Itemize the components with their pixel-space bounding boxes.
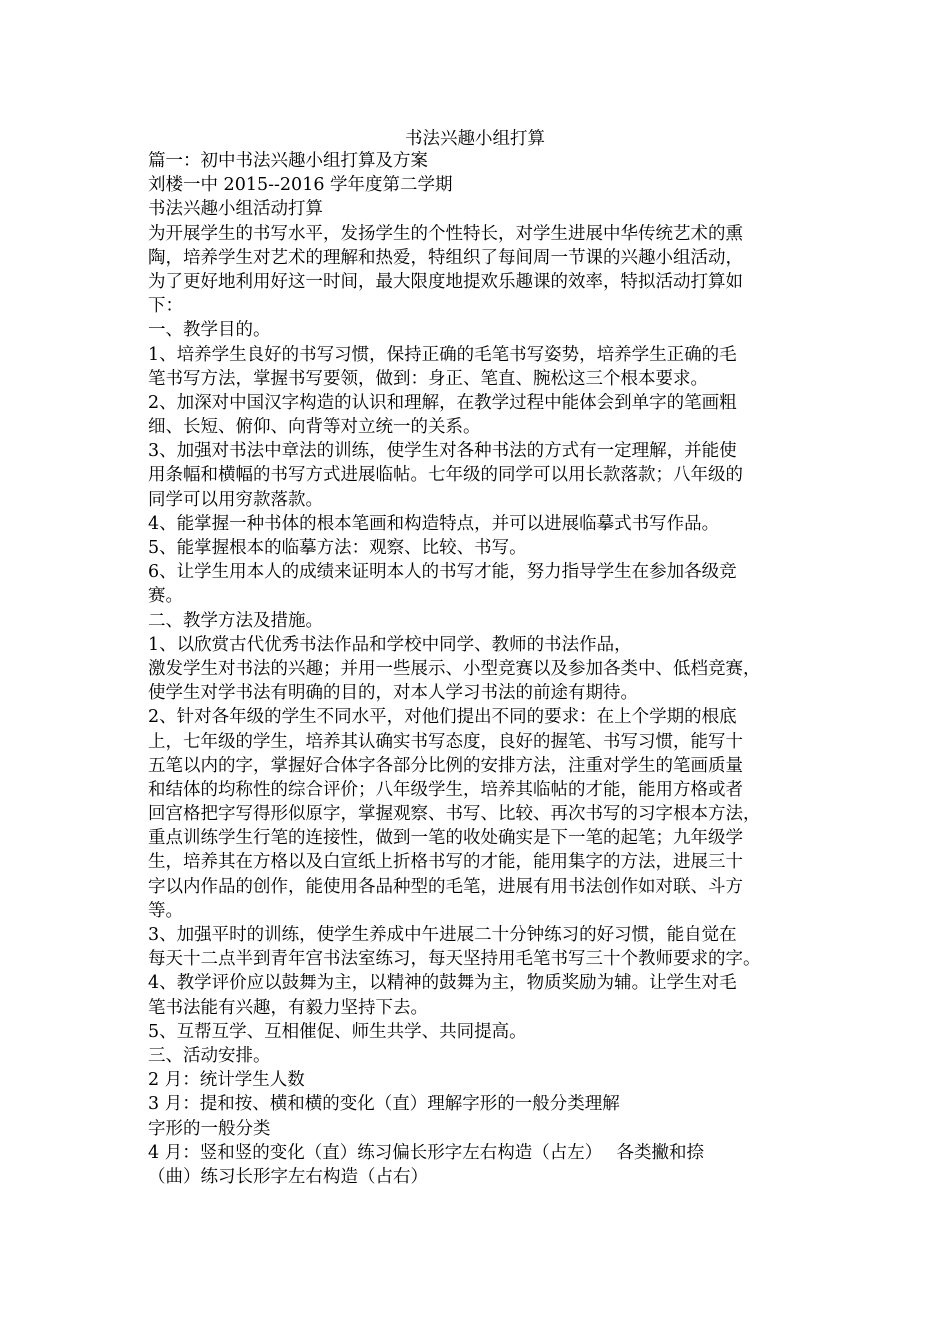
document-body <box>148 149 818 1189</box>
text-line: 4、教学评价应以鼓舞为主，以精神的鼓舞为主，物质奖励为辅。让学生对毛 <box>148 973 737 994</box>
text-line: 字以内作品的创作，能使用各品种型的毛笔，进展有用书法创作如对联、斗方 <box>148 876 743 897</box>
text-line: 2、加深对中国汉字构造的认识和理解，在教学过程中能体会到单字的笔画粗 <box>148 392 737 413</box>
document-title: 书法兴趣小组打算 <box>405 129 545 149</box>
text-line: （曲）练习长形字左右构造（占右） <box>148 1166 428 1187</box>
text-line: 上，七年级的学生，培养其认确实书写态度，良好的握笔、书写习惯，能写十 <box>148 731 743 752</box>
text-line: 3、加强平时的训练，使学生养成中午进展二十分钟练习的好习惯，能自觉在 <box>148 925 737 945</box>
text-line: 激发学生对书法的兴趣；并用一些展示、小型竞赛以及参加各类中、低档竞赛， <box>148 658 761 679</box>
text-line: 5、互帮互学、互相催促、师生共学、共同提高。 <box>148 1021 527 1042</box>
text-line: 4 月：竖和竖的变化（直）练习偏长形字左右构造（占左） 各类撇和捺 <box>148 1142 705 1163</box>
text-line: 生，培养其在方格以及白宣纸上折格书写的才能，能用集字的方法，进展三十 <box>148 852 743 873</box>
text-line: 一、教学目的。 <box>148 320 271 341</box>
text-line: 笔书写方法，掌握书写要领，做到：身正、笔直、腕松这三个根本要求。 <box>148 368 708 389</box>
text-line: 篇一：初中书法兴趣小组打算及方案 <box>148 151 428 171</box>
text-line: 为了更好地利用好这一时间，最大限度地提欢乐趣课的效率，特拟活动打算如 <box>148 271 743 292</box>
text-line: 二、教学方法及措施。 <box>148 610 323 631</box>
text-line: 3 月：提和按、横和横的变化（直）理解字形的一般分类理解 <box>148 1094 620 1115</box>
text-line: 重点训练学生行笔的连接性，做到一笔的收处确实是下一笔的起笔；九年级学 <box>148 828 743 849</box>
text-line: 和结体的均称性的综合评价；八年级学生，培养其临帖的才能，能用方格或者 <box>148 779 743 800</box>
text-line: 书法兴趣小组活动打算 <box>148 199 323 220</box>
text-line: 五笔以内的字，掌握好合体字各部分比例的安排方法，注重对学生的笔画质量 <box>148 755 743 776</box>
text-line: 等。 <box>148 900 183 921</box>
text-line: 回宫格把字写得形似原字，掌握观察、书写、比较、再次书写的习字根本方法， <box>148 804 761 825</box>
text-line: 下： <box>148 296 183 317</box>
text-line: 细、长短、俯仰、向背等对立统一的关系。 <box>148 417 481 438</box>
text-line: 5、能掌握根本的临摹方法：观察、比较、书写。 <box>148 538 527 558</box>
text-line: 字形的一般分类 <box>148 1118 271 1139</box>
text-line: 为开展学生的书写水平，发扬学生的个性特长，对学生进展中华传统艺术的熏 <box>148 223 743 244</box>
text-line: 使学生对学书法有明确的目的，对本人学习书法的前途有期待。 <box>148 683 638 704</box>
text-line: 3、加强对书法中章法的训练，使学生对各种书法的方式有一定理解，并能使 <box>148 441 737 462</box>
text-line: 1、培养学生良好的书写习惯，保持正确的毛笔书写姿势，培养学生正确的毛 <box>148 344 737 365</box>
text-line: 2、针对各年级的学生不同水平，对他们提出不同的要求：在上个学期的根底 <box>148 707 737 728</box>
text-line: 1、以欣赏古代优秀书法作品和学校中同学、教师的书法作品， <box>148 634 632 655</box>
text-line: 用条幅和横幅的书写方式进展临帖。七年级的同学可以用长款落款；八年级的 <box>148 465 743 486</box>
text-line: 4、能掌握一种书体的根本笔画和构造特点，并可以进展临摹式书写作品。 <box>148 513 720 534</box>
text-line: 笔书法能有兴趣，有毅力坚持下去。 <box>148 997 428 1018</box>
text-line: 三、活动安排。 <box>148 1045 271 1066</box>
text-line: 陶，培养学生对艺术的理解和热爱，特组织了每间周一节课的兴趣小组活动， <box>148 247 743 268</box>
text-line: 同学可以用穷款落款。 <box>148 489 323 510</box>
text-line: 赛。 <box>148 586 183 607</box>
text-line: 2 月：统计学生人数 <box>148 1070 305 1091</box>
text-line: 6、让学生用本人的成绩来证明本人的书写才能，努力指导学生在参加各级竞 <box>148 562 737 583</box>
text-line: 刘楼一中 2015--2016 学年度第二学期 <box>148 175 453 196</box>
text-line: 每天十二点半到青年宫书法室练习，每天坚持用毛笔书写三十个教师要求的字。 <box>148 949 761 970</box>
